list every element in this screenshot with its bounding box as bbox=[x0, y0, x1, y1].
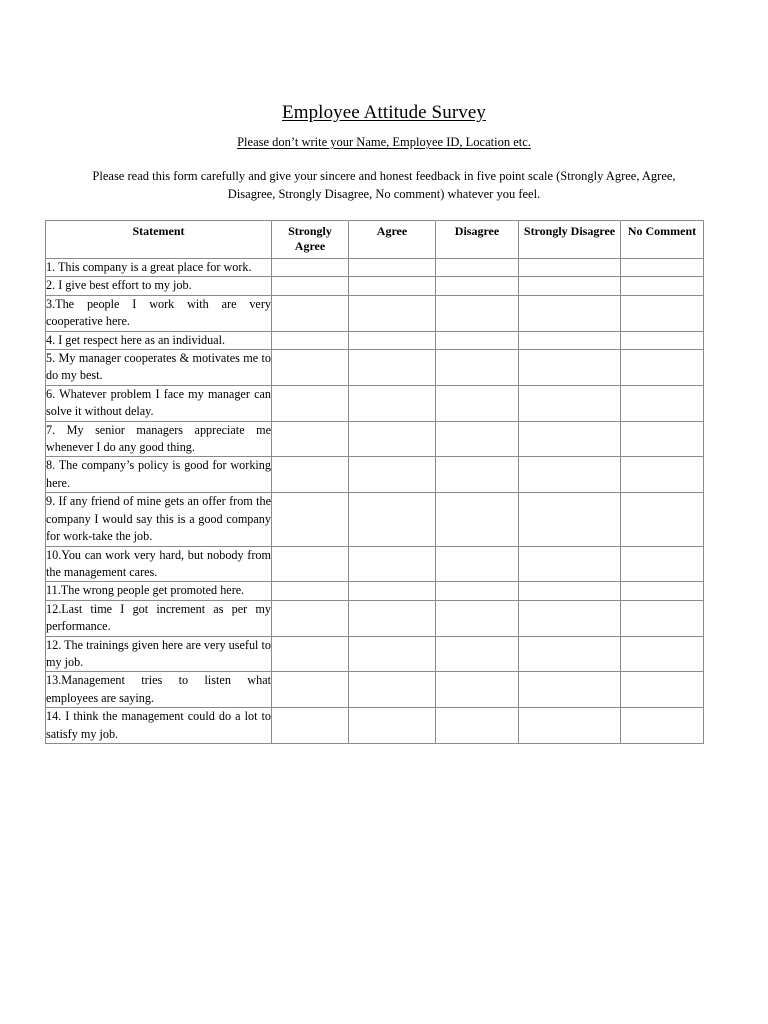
table-row bbox=[46, 277, 704, 295]
answer-checkbox-cell[interactable] bbox=[621, 493, 704, 546]
statement-text: 4. I get respect here as an individual. bbox=[46, 331, 272, 349]
column-header-strongly-agree: Strongly Agree bbox=[272, 221, 349, 259]
answer-checkbox-cell[interactable] bbox=[621, 582, 704, 600]
survey-table-container bbox=[45, 220, 697, 744]
statement-text: 6. Whatever problem I face my manager can solve it without delay. bbox=[46, 385, 272, 421]
answer-checkbox-cell[interactable] bbox=[349, 277, 436, 295]
table-row bbox=[46, 295, 704, 331]
answer-checkbox-cell[interactable] bbox=[519, 421, 621, 457]
answer-checkbox-cell[interactable] bbox=[436, 546, 519, 582]
answer-checkbox-cell[interactable] bbox=[349, 457, 436, 493]
answer-checkbox-cell[interactable] bbox=[349, 259, 436, 277]
answer-checkbox-cell[interactable] bbox=[621, 708, 704, 744]
statement-text: 14. I think the management could do a lot to satisfy my job. bbox=[46, 708, 272, 744]
answer-checkbox-cell[interactable] bbox=[519, 600, 621, 636]
answer-checkbox-cell[interactable] bbox=[621, 295, 704, 331]
answer-checkbox-cell[interactable] bbox=[272, 350, 349, 386]
answer-checkbox-cell[interactable] bbox=[519, 636, 621, 672]
answer-checkbox-cell[interactable] bbox=[519, 277, 621, 295]
statement-text: 9. If any friend of mine gets an offer from the company I would say this is a good company for work-take the job. bbox=[46, 493, 272, 546]
instructions-paragraph: Please read this form carefully and give your sincere and honest feedback in five point scale (Strongly Agree, Agree, Disagree, Strongly Disagree, No comment) whatever you feel. bbox=[92, 169, 676, 201]
table-row bbox=[46, 457, 704, 493]
answer-checkbox-cell[interactable] bbox=[272, 295, 349, 331]
answer-checkbox-cell[interactable] bbox=[436, 636, 519, 672]
table-row bbox=[46, 582, 704, 600]
answer-checkbox-cell[interactable] bbox=[349, 600, 436, 636]
answer-checkbox-cell[interactable] bbox=[272, 636, 349, 672]
statement-text: 12. The trainings given here are very useful to my job. bbox=[46, 636, 272, 672]
statement-text: 1. This company is a great place for work. bbox=[46, 259, 272, 277]
answer-checkbox-cell[interactable] bbox=[272, 708, 349, 744]
answer-checkbox-cell[interactable] bbox=[349, 421, 436, 457]
table-row bbox=[46, 672, 704, 708]
table-header-row bbox=[46, 221, 704, 259]
statement-text: 11.The wrong people get promoted here. bbox=[46, 582, 272, 600]
answer-checkbox-cell[interactable] bbox=[272, 385, 349, 421]
statement-text: 2. I give best effort to my job. bbox=[46, 277, 272, 295]
answer-checkbox-cell[interactable] bbox=[519, 672, 621, 708]
statement-text: 13.Management tries to listen what employees are saying. bbox=[46, 672, 272, 708]
column-header-statement: Statement bbox=[46, 221, 272, 259]
answer-checkbox-cell[interactable] bbox=[519, 295, 621, 331]
answer-checkbox-cell[interactable] bbox=[272, 493, 349, 546]
answer-checkbox-cell[interactable] bbox=[436, 259, 519, 277]
survey-table-head bbox=[46, 221, 704, 259]
answer-checkbox-cell[interactable] bbox=[621, 331, 704, 349]
survey-table bbox=[45, 220, 704, 744]
answer-checkbox-cell[interactable] bbox=[519, 546, 621, 582]
table-row bbox=[46, 421, 704, 457]
answer-checkbox-cell[interactable] bbox=[621, 385, 704, 421]
answer-checkbox-cell[interactable] bbox=[349, 546, 436, 582]
answer-checkbox-cell[interactable] bbox=[621, 672, 704, 708]
answer-checkbox-cell[interactable] bbox=[519, 493, 621, 546]
answer-checkbox-cell[interactable] bbox=[519, 457, 621, 493]
answer-checkbox-cell[interactable] bbox=[272, 600, 349, 636]
answer-checkbox-cell[interactable] bbox=[621, 457, 704, 493]
answer-checkbox-cell[interactable] bbox=[519, 582, 621, 600]
answer-checkbox-cell[interactable] bbox=[519, 708, 621, 744]
statement-text: 7. My senior managers appreciate me whenever I do any good thing. bbox=[46, 421, 272, 457]
answer-checkbox-cell[interactable] bbox=[349, 385, 436, 421]
answer-checkbox-cell[interactable] bbox=[621, 636, 704, 672]
column-header-no-comment: No Comment bbox=[621, 221, 704, 259]
table-row bbox=[46, 350, 704, 386]
statement-text: 10.You can work very hard, but nobody from the management cares. bbox=[46, 546, 272, 582]
answer-checkbox-cell[interactable] bbox=[519, 259, 621, 277]
statement-text: 3.The people I work with are very cooperative here. bbox=[46, 295, 272, 331]
answer-checkbox-cell[interactable] bbox=[621, 277, 704, 295]
answer-checkbox-cell[interactable] bbox=[349, 331, 436, 349]
privacy-notice bbox=[0, 134, 768, 150]
table-row bbox=[46, 259, 704, 277]
answer-checkbox-cell[interactable] bbox=[436, 295, 519, 331]
answer-checkbox-cell[interactable] bbox=[436, 421, 519, 457]
answer-checkbox-cell[interactable] bbox=[436, 672, 519, 708]
table-row bbox=[46, 546, 704, 582]
answer-checkbox-cell[interactable] bbox=[436, 457, 519, 493]
table-row bbox=[46, 636, 704, 672]
answer-checkbox-cell[interactable] bbox=[436, 600, 519, 636]
answer-checkbox-cell[interactable] bbox=[272, 582, 349, 600]
answer-checkbox-cell[interactable] bbox=[436, 708, 519, 744]
answer-checkbox-cell[interactable] bbox=[272, 672, 349, 708]
answer-checkbox-cell[interactable] bbox=[272, 421, 349, 457]
answer-checkbox-cell[interactable] bbox=[349, 708, 436, 744]
answer-checkbox-cell[interactable] bbox=[272, 277, 349, 295]
answer-checkbox-cell[interactable] bbox=[436, 331, 519, 349]
answer-checkbox-cell[interactable] bbox=[519, 331, 621, 349]
column-header-strongly-disagree: Strongly Disagree bbox=[519, 221, 621, 259]
statement-text: 12.Last time I got increment as per my performance. bbox=[46, 600, 272, 636]
answer-checkbox-cell[interactable] bbox=[519, 350, 621, 386]
answer-checkbox-cell[interactable] bbox=[436, 493, 519, 546]
answer-checkbox-cell[interactable] bbox=[519, 385, 621, 421]
privacy-notice-text: Please don’t write your Name, Employee ID, Location etc. bbox=[237, 135, 531, 149]
answer-checkbox-cell[interactable] bbox=[436, 385, 519, 421]
table-row bbox=[46, 708, 704, 744]
answer-checkbox-cell[interactable] bbox=[272, 457, 349, 493]
answer-checkbox-cell[interactable] bbox=[349, 672, 436, 708]
statement-text: 8. The company’s policy is good for working here. bbox=[46, 457, 272, 493]
table-row bbox=[46, 331, 704, 349]
answer-checkbox-cell[interactable] bbox=[349, 493, 436, 546]
answer-checkbox-cell[interactable] bbox=[272, 259, 349, 277]
answer-checkbox-cell[interactable] bbox=[621, 421, 704, 457]
statement-text: 5. My manager cooperates & motivates me to do my best. bbox=[46, 350, 272, 386]
answer-checkbox-cell[interactable] bbox=[621, 600, 704, 636]
table-row bbox=[46, 385, 704, 421]
answer-checkbox-cell[interactable] bbox=[621, 546, 704, 582]
table-row bbox=[46, 600, 704, 636]
answer-checkbox-cell[interactable] bbox=[621, 259, 704, 277]
column-header-agree: Agree bbox=[349, 221, 436, 259]
answer-checkbox-cell[interactable] bbox=[272, 546, 349, 582]
answer-checkbox-cell[interactable] bbox=[349, 636, 436, 672]
page-title bbox=[0, 101, 768, 125]
answer-checkbox-cell[interactable] bbox=[349, 295, 436, 331]
column-header-disagree: Disagree bbox=[436, 221, 519, 259]
page-title-text: Employee Attitude Survey bbox=[282, 101, 486, 123]
survey-table-body bbox=[46, 259, 704, 744]
answer-checkbox-cell[interactable] bbox=[349, 350, 436, 386]
answer-checkbox-cell[interactable] bbox=[436, 277, 519, 295]
table-row bbox=[46, 493, 704, 546]
answer-checkbox-cell[interactable] bbox=[621, 350, 704, 386]
answer-checkbox-cell[interactable] bbox=[349, 582, 436, 600]
answer-checkbox-cell[interactable] bbox=[436, 582, 519, 600]
answer-checkbox-cell[interactable] bbox=[272, 331, 349, 349]
answer-checkbox-cell[interactable] bbox=[436, 350, 519, 386]
